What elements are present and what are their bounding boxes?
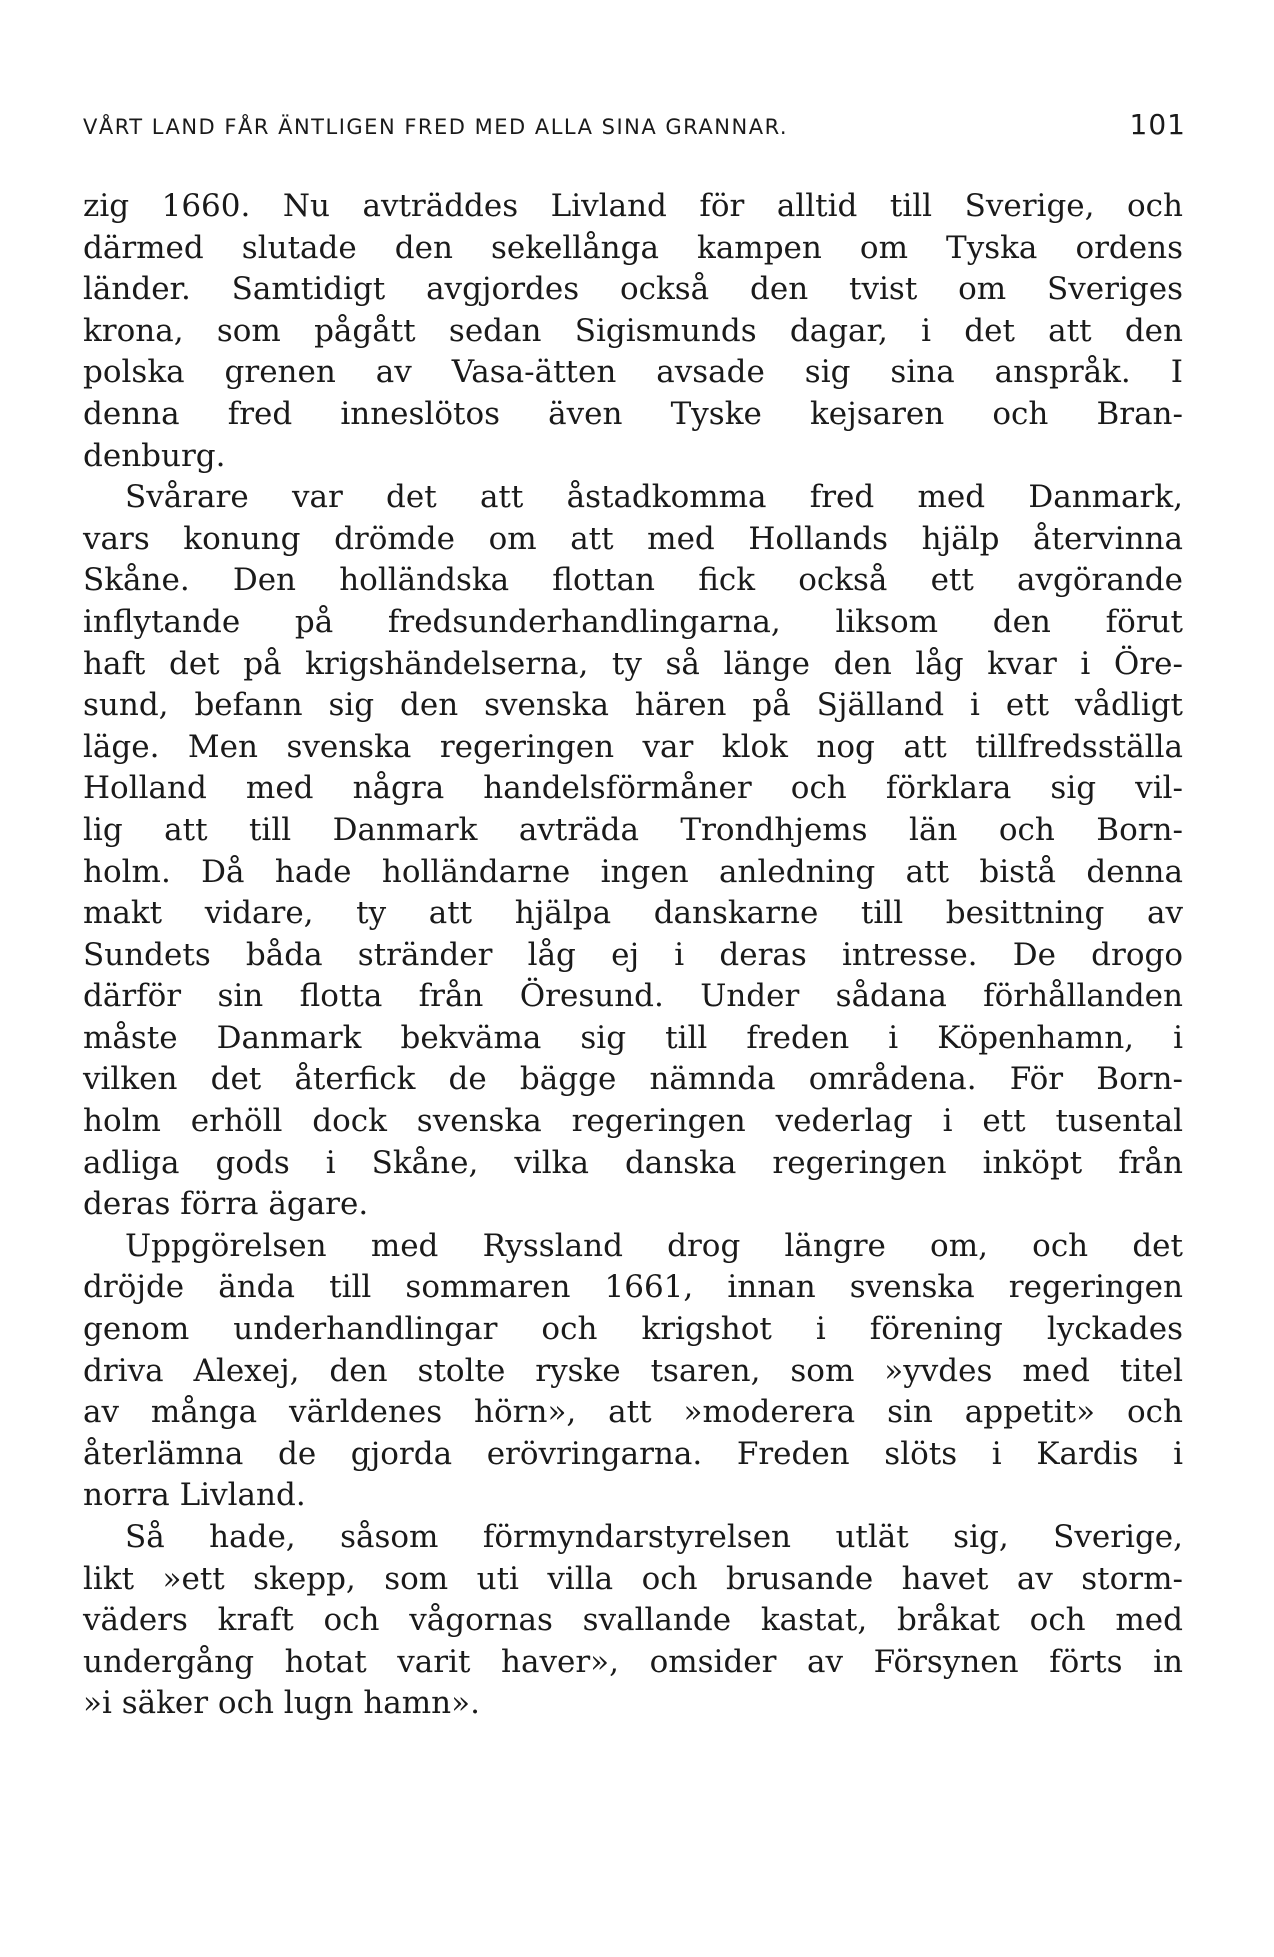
text-line: zig 1660. Nu avträddes Livland för alltid till Sverige, och xyxy=(83,188,1183,224)
text-line: genom underhandlingar och krigshot i förening lyckades xyxy=(83,1311,1183,1348)
running-title: VÅRT LAND FÅR ÄNTLIGEN FRED MED ALLA SINA GRANNAR. xyxy=(83,115,789,139)
text-line: Svårare var det att åstadkomma fred med Danmark, xyxy=(125,479,1183,516)
text-line: polska grenen av Vasa-ätten avsade sig sina anspråk. I xyxy=(83,354,1183,391)
text-line: av många världenes hörn», att »moderera sin appetit» och xyxy=(83,1394,1183,1431)
text-line: vars konung drömde om att med Hollands hjälp återvinna xyxy=(83,520,1183,557)
text-line: denna fred inneslötos även Tyske kejsaren och Bran- xyxy=(83,395,1183,432)
text-line: »i säker och lugn hamn». xyxy=(83,1685,480,1722)
text-line: norra Livland. xyxy=(83,1477,306,1514)
text-line: måste Danmark bekväma sig till freden i Köpenhamn, i xyxy=(83,1019,1183,1056)
text-line: Uppgörelsen med Ryssland drog längre om, och det xyxy=(125,1227,1183,1264)
text-line: deras förra ägare. xyxy=(83,1186,369,1223)
text-line: lig att till Danmark avträda Trondhjems län och Born- xyxy=(83,811,1183,848)
text-line: denburg. xyxy=(83,437,226,474)
body-text xyxy=(83,186,1183,1725)
text-line: länder. Samtidigt avgjordes också den tvist om Sveriges xyxy=(83,271,1183,308)
text-line: holm. Då hade holländarne ingen anledning att bistå denna xyxy=(83,853,1183,890)
text-line: haft det på krigshändelserna, ty så länge den låg kvar i Öre- xyxy=(83,645,1183,682)
text-line: likt »ett skepp, som uti villa och brusande havet av storm- xyxy=(83,1560,1183,1597)
text-line: holm erhöll dock svenska regeringen vederlag i ett tusental xyxy=(83,1103,1183,1140)
text-line: Holland med några handelsförmåner och förklara sig vil- xyxy=(83,770,1183,807)
text-line: Så hade, såsom förmyndarstyrelsen utlät sig, Sverige, xyxy=(125,1519,1183,1555)
page-number: 101 xyxy=(1129,108,1186,141)
text-line: läge. Men svenska regeringen var klok nog att tillfredsställa xyxy=(83,728,1183,765)
text-line: makt vidare, ty att hjälpa danskarne till besittning av xyxy=(83,895,1183,932)
text-line: återlämna de gjorda erövringarna. Freden slöts i Kardis i xyxy=(83,1435,1183,1472)
text-line: Skåne. Den holländska flottan fick också ett avgörande xyxy=(83,562,1183,599)
text-line: driva Alexej, den stolte ryske tsaren, som »yvdes med titel xyxy=(83,1352,1183,1389)
text-line: inflytande på fredsunderhandlingarna, liksom den förut xyxy=(83,603,1183,640)
text-line: därmed slutade den sekellånga kampen om Tyska ordens xyxy=(83,229,1183,266)
text-line: Sundets båda stränder låg ej i deras intresse. De drogo xyxy=(83,936,1183,973)
text-line: sund, befann sig den svenska hären på Själland i ett vådligt xyxy=(83,687,1183,724)
text-line: dröjde ända till sommaren 1661, innan svenska regeringen xyxy=(83,1269,1183,1306)
text-line: vilken det återfick de bägge nämnda områdena. För Born- xyxy=(83,1061,1183,1098)
text-line: undergång hotat varit haver», omsider av Försynen förts in xyxy=(83,1643,1183,1680)
running-head xyxy=(83,108,1186,148)
text-line: krona, som pågått sedan Sigismunds dagar, i det att den xyxy=(83,312,1183,349)
text-line: väders kraft och vågornas svallande kastat, bråkat och med xyxy=(83,1602,1183,1639)
text-line: därför sin flotta från Öresund. Under sådana förhållanden xyxy=(83,978,1183,1015)
text-line: adliga gods i Skåne, vilka danska regeringen inköpt från xyxy=(83,1144,1183,1181)
